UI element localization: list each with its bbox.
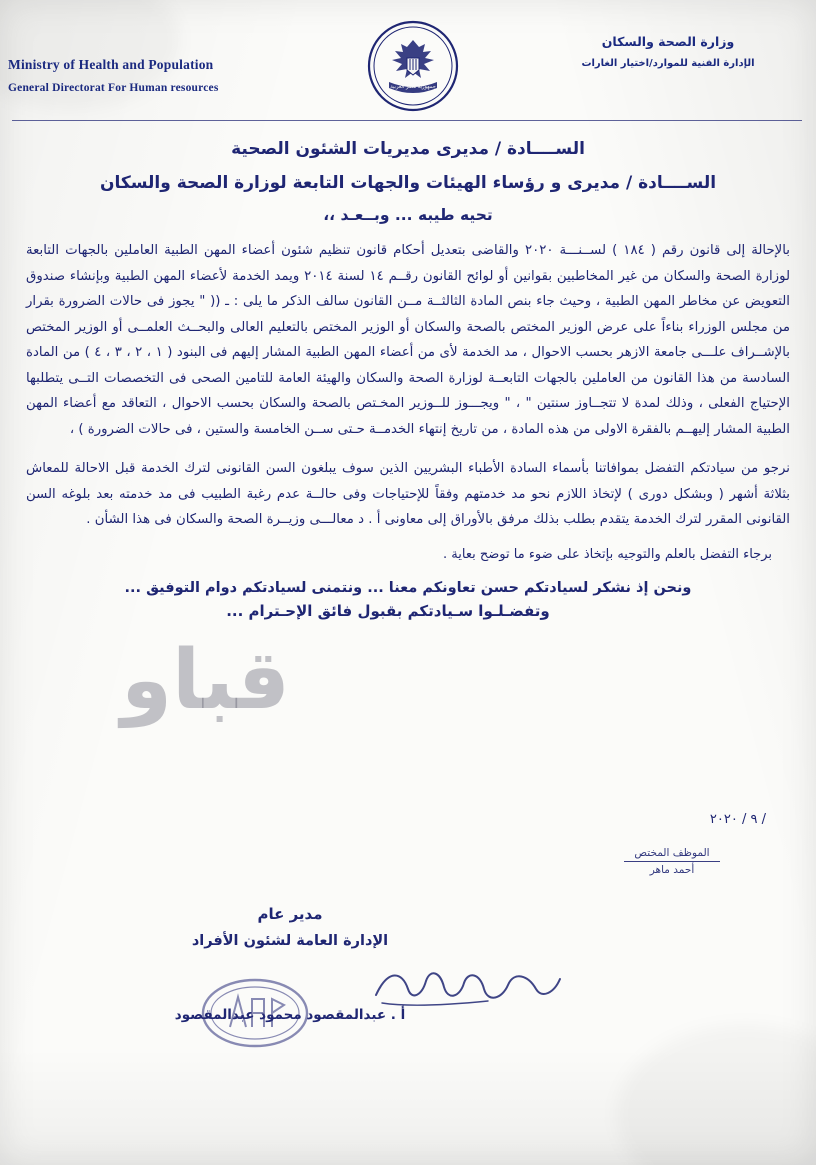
ministry-arabic-line-2: الإدارة الفنية للموارد/اختيار الغارات <box>581 57 755 69</box>
closing-respect: وتفضـلـوا سـيادتكم بقبول فائق الإحـترام ... <box>226 601 550 620</box>
letter-date: / ٩ / ٢٠٢٠ <box>709 812 766 827</box>
addressee-line-2: الســــادة / مديرى و رؤساء الهيئات والجهات التابعة لوزارة الصحة والسكان <box>99 173 717 193</box>
handwritten-remark <box>368 955 568 1015</box>
date-and-officer-block <box>572 812 772 876</box>
official-round-stamp-icon <box>200 975 310 1050</box>
ministry-name-english <box>8 52 308 99</box>
signature-department: الإدارة العامة لشئون الأفراد <box>191 933 389 949</box>
paragraph-legal-reference: بالإحالة إلى قانون رقم ( ١٨٤ ) لســنـــة ٢٠٢٠ والقاضى بتعديل أحكام قانون تنظيم شئون أعضاء المهن الطبية العاملين بالجهات التابعة لوزارة الصحة والسكان من غير المخاطبين بقوانين أو لوائح القانون رقــم ١٤ لسنة ٢٠١٤ ويمد الخدمة لأعضاء المهن الطبية وبإنشاء صندوق التعويض عن مخاطر المهن الطبية ، وحيث جاء بنص المادة الثالثــة مــن القانون سالف الذكر ما يلى : ـ (( " يجوز فى حالات الضرورة بقرار من مجلس الوزراء بناءاً على عرض الوزير المختص بالصحة والسكان أو الوزير المختص بالتعليم العالى والبحــث العلمــى أو الوزير المختص بالإشــراف علـــى جامعة الازهر بحسب الاحوال ، مد الخدمة لأى من أعضاء المهن الطبية المشار إليهم فى البنود ( ١ ، ٢ ، ٣ ، ٤ ) من المادة السادسة من هذا القانون من العاملين بالجهات التابعــة لوزارة الصحة والسكان والهيئة العامة للتامين الصحى فى التخصصات التــى يتطلبها الإحتياج الفعلى ، وذلك لمدة لا تتجــاوز سنتين " ، " ويجـــوز للــوزير المخـتص بالصحة والسكان بحسب الاحوال ، التعاقد مع أعضاء المهن الطبية المشار إليهــم بالفقرة الاولى من هذه المادة ، من تاريخ إنتهاء الخدمــة حـتى ســن الخامسة والستين ، فى حالات الضرورة ) ، <box>26 243 791 437</box>
svg-text:جمهورية مصر العربية: جمهورية مصر العربية <box>390 84 436 90</box>
officer-name: أحمد ماهر <box>624 861 720 876</box>
ministry-line-2: General Directorat For Human resources <box>8 81 219 94</box>
letterhead <box>0 8 816 116</box>
paragraph-request: نرجو من سيادتكم التفضل بموافاتنا بأسماء السادة الأطباء البشريين الذين سوف يبلغون السن القانونى لترك الخدمة قبل الاحالة للمعاش بثلاثة أشهر ( وبشكل دورى ) لإتخاذ اللازم نحو مد خدمتهم وفقاً للإحتياجات وفى حالــة عدم رغبة الطبيب فى مد خدمته بعد بلوغه السن القانونى المقرر لترك الخدمة يتقدم بطلب بذلك مرفق بالأوراق إلى معاونى أ . د معالـــى وزيــرة الصحة والسكان فى هذا الشأن . <box>26 461 790 528</box>
ministry-arabic-line-1: وزارة الصحة والسكان <box>601 34 735 49</box>
greeting-line: تحيه طيبه ... وبــعـد ،، <box>323 206 493 224</box>
signature-name: أ . عبدالمقصود محمود عبدالمقصود <box>174 1007 406 1023</box>
addressee-line-1: الســــادة / مديرى مديريات الشئون الصحية <box>231 139 585 159</box>
letter-body <box>26 132 790 620</box>
signature-title: مدير عام <box>257 905 323 923</box>
officer-label: الموظف المختص <box>634 847 710 859</box>
header-divider <box>12 120 802 121</box>
ministry-line-1: Ministry of Health and Population <box>8 57 214 72</box>
ministry-name-arabic <box>538 30 798 73</box>
paragraph-instruction: برجاء التفضل بالعلم والتوجيه بإتخاذ على ضوء ما توضح بعاية . <box>443 546 772 562</box>
watermark-text: قباو <box>121 633 290 728</box>
officer-block <box>572 847 772 876</box>
scan-shading <box>616 1025 816 1165</box>
egypt-eagle-emblem-icon <box>367 20 459 112</box>
closing-thanks: ونحن إذ نشكر لسيادتكم حسن تعاونكم معنا ... ونتمنى لسيادتكم دوام التوفيق ... <box>124 579 692 596</box>
